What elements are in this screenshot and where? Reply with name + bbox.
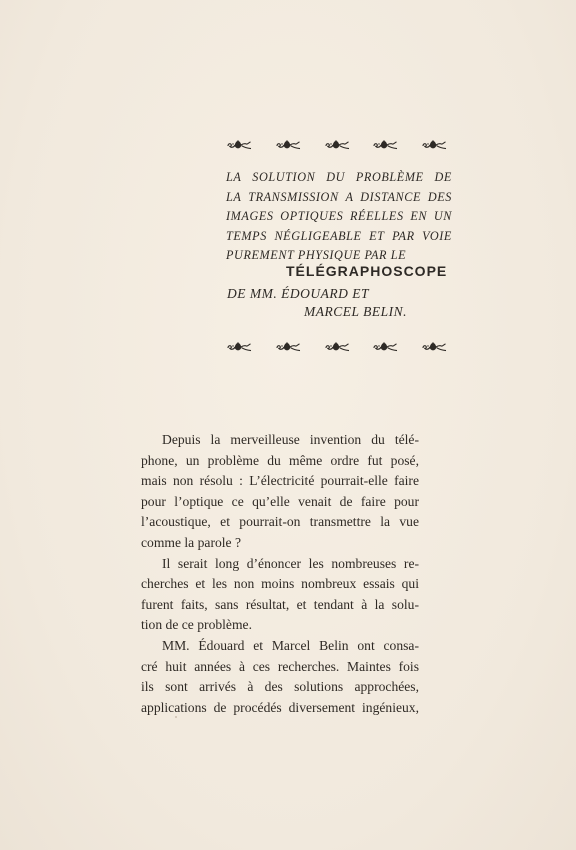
body-line: comme la parole ? (141, 534, 242, 550)
title-line: LA SOLUTION DU PROBLÈME DE (226, 170, 452, 184)
body-line: Il serait long d’énoncer les nombreuses re- (162, 555, 419, 571)
title-block (226, 168, 452, 266)
body-line: cré huit années à ces recherches. Maintes fois (141, 658, 419, 674)
body-text (141, 430, 419, 718)
fleuron-ornament-icon (275, 140, 302, 150)
fleuron-ornament-icon (372, 342, 399, 352)
ornament-row-top (226, 138, 448, 152)
fleuron-ornament-icon (372, 140, 399, 150)
body-line: furent faits, sans résultat, et tendant à la solu- (141, 596, 419, 612)
title-line: PUREMENT PHYSIQUE PAR LE (226, 248, 407, 262)
title-line: TEMPS NÉGLIGEABLE ET PAR VOIE (226, 228, 452, 243)
fleuron-ornament-icon (421, 140, 448, 150)
title-line: LA TRANSMISSION A DISTANCE DES (226, 189, 452, 204)
body-line: MM. Édouard et Marcel Belin ont consa- (162, 637, 419, 653)
title-line: IMAGES OPTIQUES RÉELLES EN UN (226, 209, 452, 223)
fleuron-ornament-icon (226, 140, 253, 150)
body-line: pour l’optique ce qu’elle venait de faire pour (141, 493, 419, 509)
fleuron-ornament-icon (324, 140, 351, 150)
body-line: phone, un problème du même ordre fut posé, (141, 452, 419, 468)
body-line: l’acoustique, et pourrait-on transmettre la vue (141, 514, 419, 530)
device-name-heading: TÉLÉGRAPHOSCOPE (286, 263, 448, 279)
ornament-row-bottom (226, 340, 448, 354)
fleuron-ornament-icon (275, 342, 302, 352)
paper-speck (175, 716, 177, 718)
body-line: cherches et les non moins nombreux essais qui (141, 576, 419, 592)
body-line: tion de ce problème. (141, 617, 252, 633)
body-line: mais non résolu : L’électricité pourrait-elle faire (141, 473, 419, 489)
fleuron-ornament-icon (421, 342, 448, 352)
fleuron-ornament-icon (324, 342, 351, 352)
fleuron-ornament-icon (226, 342, 253, 352)
body-line: ils sont arrivés à des solutions approchées, (141, 679, 419, 695)
authors-line-2: MARCEL BELIN. (304, 304, 408, 319)
body-line: applications de procédés diversement ingénieux, (141, 699, 419, 715)
body-line: Depuis la merveilleuse invention du télé- (162, 432, 419, 447)
authors-line-1: DE MM. ÉDOUARD ET (227, 286, 369, 301)
